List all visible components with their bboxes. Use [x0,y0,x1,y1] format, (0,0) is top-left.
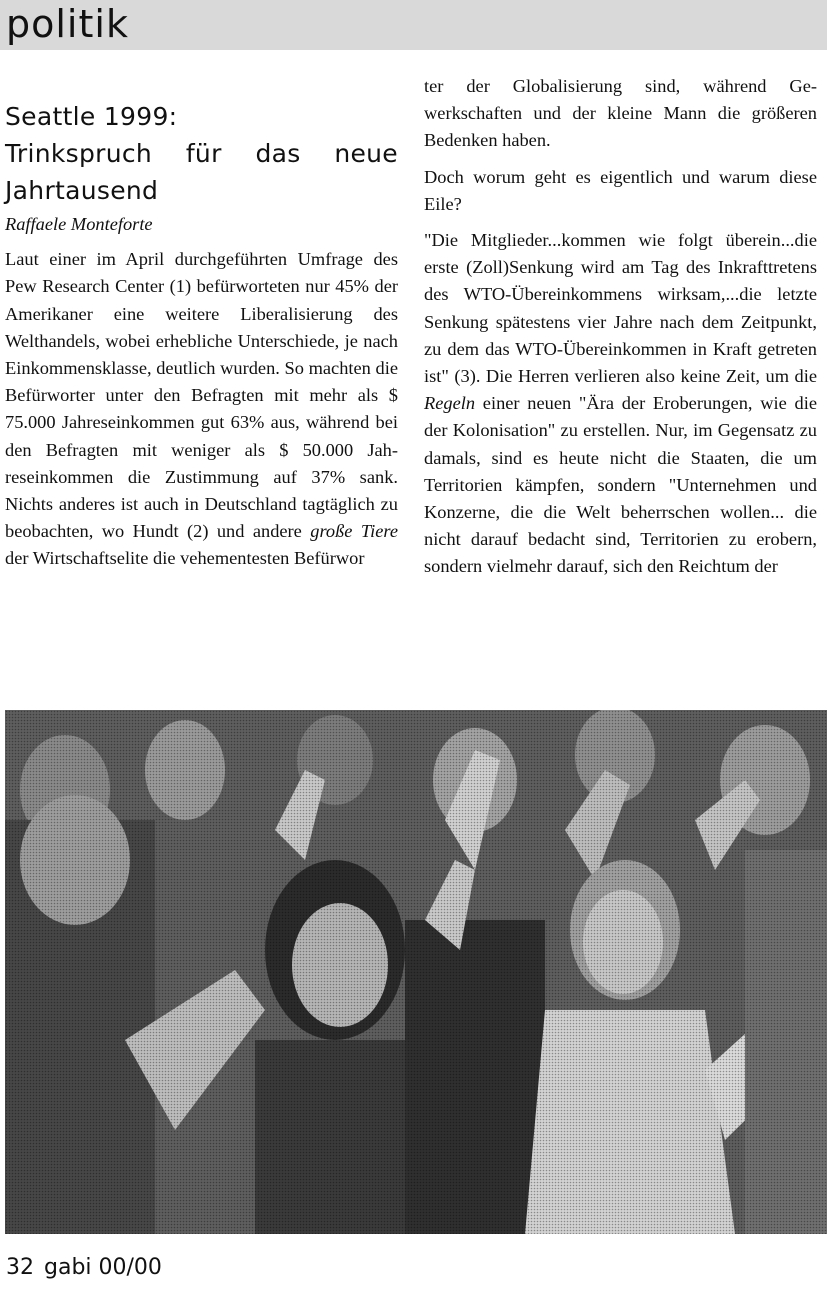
section-label: politik [6,2,129,46]
headline-line-2: Trinkspruch für das neue [5,139,398,168]
paragraph [5,246,398,572]
paragraph-text: der Wirtschaftselite die vehementesten Befürwor [5,548,365,569]
paragraph-text: Laut einer im April durchgeführten Umfrage des Pew Research Center (1) befürworteten nur 45% der Amerikaner eine weitere Liberalisierung des Welthandels, wobei erhebliche Unterschiede, je nach Einkommensklasse, deutlich wurden. So machten die Befürworter unter den Befragten mit mehr als $ 75.000 Jahreseinkommen gut 63% aus, während bei den Befragten mit weniger als $ 50.000 Jahreseinkommen die Zustimmung auf 37% sank. Nichts anderes ist auch in Deutschland tagtäglich zu beobachten, wo Hundt (2) und andere [5,249,398,542]
page-footer [6,1253,162,1283]
paragraph-text: einer neuen "Ära der Eroberungen, wie die der Kolonisation" zu erstellen. Nur, im Gegensatz zu damals, sind es heute nicht die Staaten, die um Territorien kämpfen, sondern "Unternehmen und Konzerne, die die Welt beherrschen wollen... die nicht darauf bedacht sind, Territorien zu erobern, sondern vielmehr darauf, sich den Reichtum der [424,393,817,577]
paragraph: ter der Globalisierung sind, während Gewerkschaften und der kleine Mann die größeren Bedenken haben. [424,76,817,151]
emphasis-text: große Tiere [310,521,398,542]
emphasis-text: Regeln [424,393,476,414]
protest-photo [5,710,827,1234]
page-number: 32 [6,1255,34,1280]
headline-line-3: Jahrtausend [5,176,159,205]
article-column-right [424,73,817,590]
article-author: Raffaele Monteforte [5,214,153,234]
paragraph-text: "Die Mitglieder...kommen wie folgt überein...die erste (Zoll)Senkung wird am Tag des Inkrafttretens des WTO-Übereinkommens wirksam,...die letzte Senkung spätestens vier Jahre nach dem Zeitpunkt, zu dem das WTO-Übereinkommen in Kraft getreten ist" (3). Die Herren verlieren also keine Zeit, um die [424,230,817,387]
article-column-left [5,98,398,582]
paragraph [424,227,817,581]
issue-label: gabi 00/00 [44,1255,162,1280]
article-headline [5,98,398,209]
protest-photo-illustration [5,710,827,1234]
paragraph: Doch worum geht es eigentlich und warum diese Eile? [424,166,817,214]
section-header-bar [0,0,827,50]
headline-line-1: Seattle 1999: [5,102,178,131]
